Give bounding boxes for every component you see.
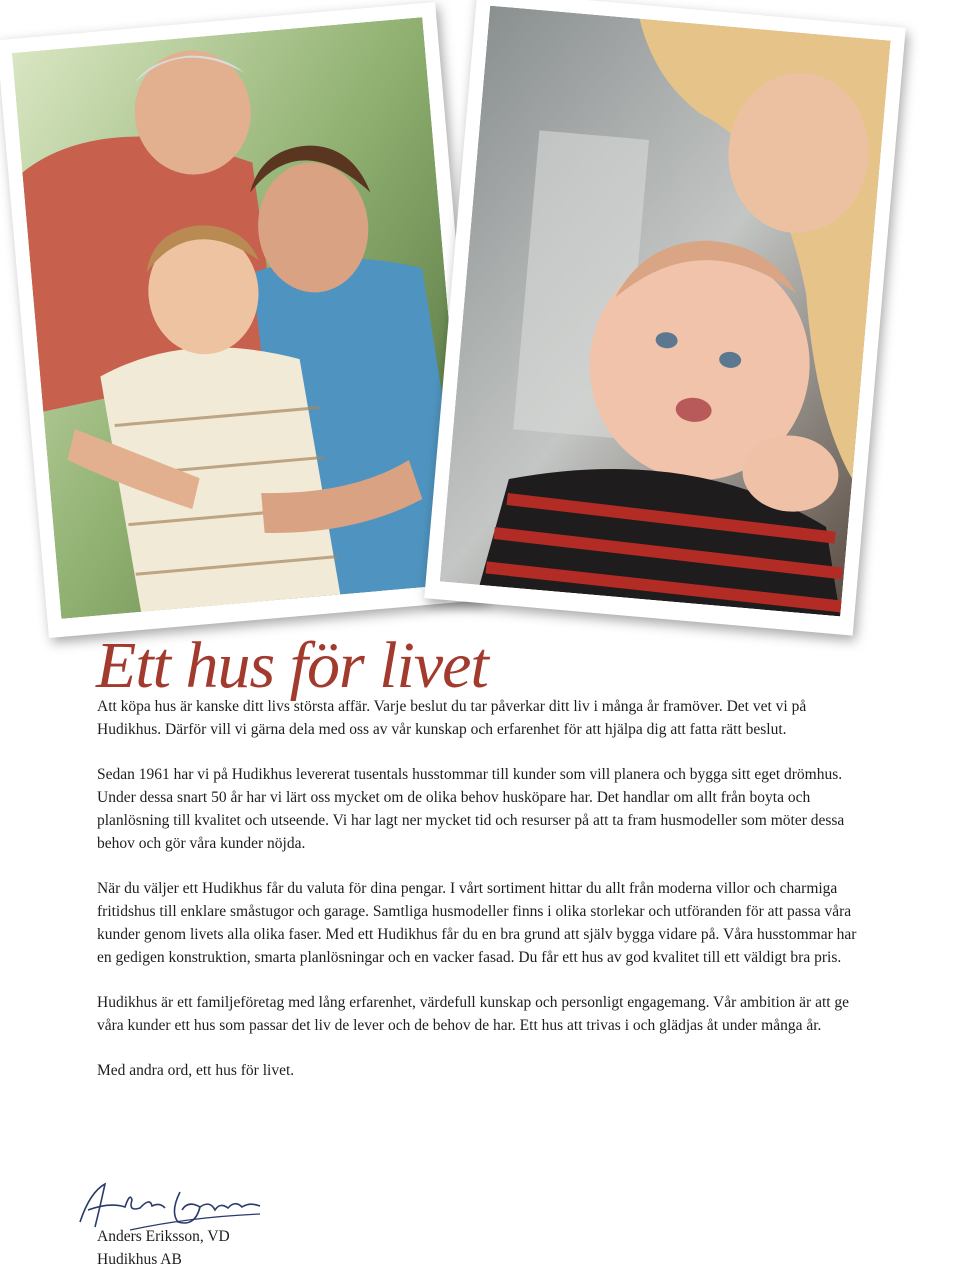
intro-paragraph: Att köpa hus är kanske ditt livs största affär. Varje beslut du tar påverkar ditt liv i många år framöver. Det vet vi på Hudikhus. Därför vill vi gärna dela med oss av vår kunskap och erfarenhet för att hjälpa dig att fatta rätt beslut.	[97, 698, 807, 738]
page-title: Ett hus för livet	[96, 629, 488, 702]
history-paragraph: Sedan 1961 har vi på Hudikhus levererat tusentals husstommar till kunder som vill planera och bygga sitt eget drömhus. Under dessa snart 50 år har vi lärt oss mycket om de olika behov husköpare har. Det handlar om allt från boyta och planlösning till kvalitet och utseende. Vi har lagt ner mycket tid och resurser på att ta fram husmodeller som möter dessa behov och gör våra kunder nöjda.	[97, 766, 845, 852]
company-paragraph: Hudikhus är ett familjeföretag med lång erfarenhet, värdefull kunskap och personligt engagemang. Vår ambition är att ge våra kunder ett hus som passar det liv de lever och de behov de har. Ett hus att trivas i och glädjas åt under många år.	[97, 994, 850, 1034]
letter-body	[97, 695, 867, 1104]
mother-baby-photo-image	[440, 6, 891, 617]
signer-block	[97, 1225, 230, 1271]
signer-company: Hudikhus AB	[97, 1251, 182, 1268]
family-photo-image	[12, 17, 472, 619]
closing-line: Med andra ord, ett hus för livet.	[97, 1062, 295, 1079]
value-paragraph: När du väljer ett Hudikhus får du valuta för dina pengar. I vårt sortiment hittar du allt från moderna villor och charmiga fritidshus till enklare småstugor och garage. Samtliga husmodeller finns i olika storlekar och utföranden för att passa våra kunder genom livets alla olika faser. Med ett Hudikhus får du en bra grund att själv bygga vidare på. Våra husstommar har en gedigen konstruktion, smarta planlösningar och en vacker fasad. Du får ett hus av god kvalitet till ett väldigt bra pris.	[97, 880, 857, 966]
mother-baby-photo	[424, 0, 906, 636]
signer-name: Anders Eriksson, VD	[97, 1228, 230, 1245]
family-photo-left	[0, 2, 487, 638]
